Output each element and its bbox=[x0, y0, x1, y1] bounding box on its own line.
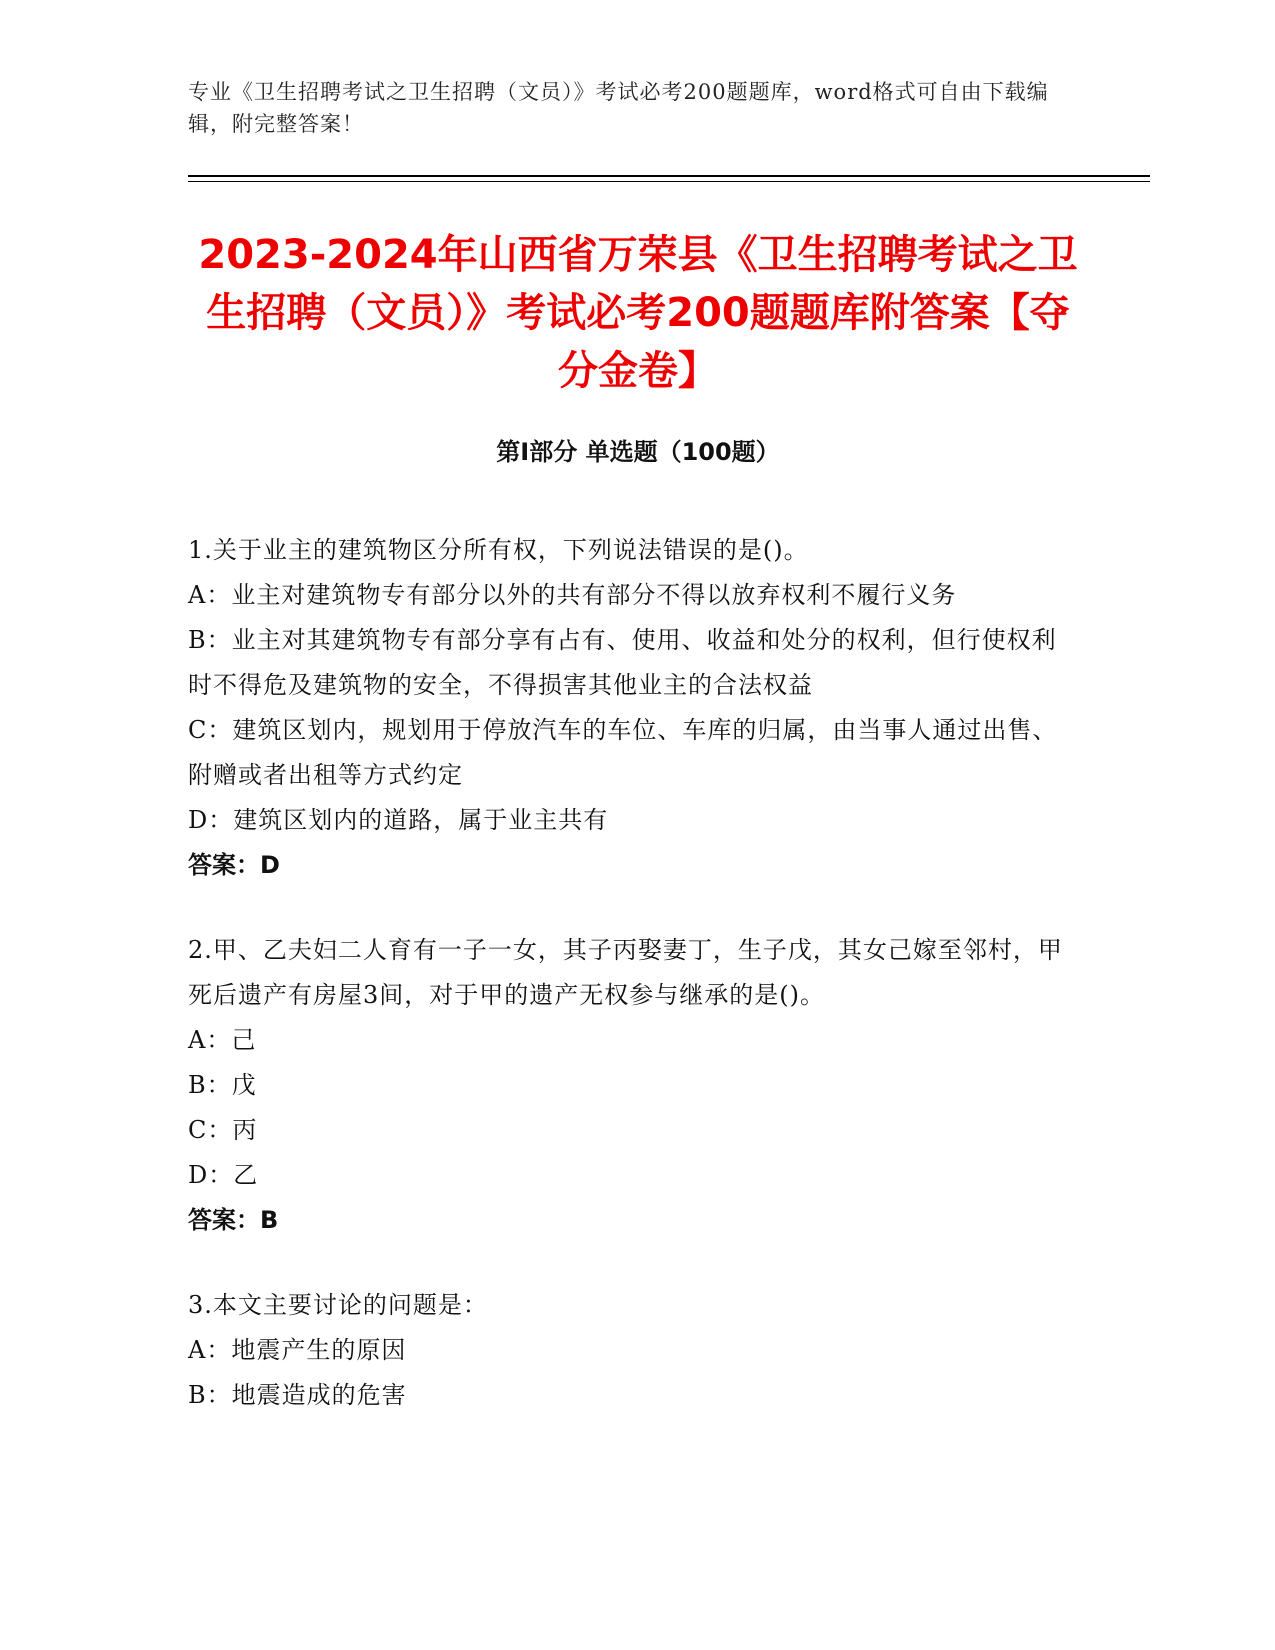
question-text: 1.关于业主的建筑物区分所有权，下列说法错误的是()。 bbox=[188, 536, 809, 564]
document-title: 2023-2024年山西省万荣县《卫生招聘考试之卫生招聘（文员）》考试必考200题题库附答案【夺分金卷】 bbox=[198, 232, 1078, 394]
question-1 bbox=[188, 528, 1068, 888]
option-a: A：业主对建筑物专有部分以外的共有部分不得以放弃权利不履行义务 bbox=[188, 581, 957, 609]
section-heading: 第Ⅰ部分 单选题（100题） bbox=[496, 438, 780, 466]
question-list bbox=[188, 528, 1068, 1458]
question-text: 2.甲、乙夫妇二人育有一子一女，其子丙娶妻丁，生子戊，其女己嫁至邻村，甲死后遗产有房屋3间，对于甲的遗产无权参与继承的是()。 bbox=[188, 936, 1063, 1009]
header-note: 专业《卫生招聘考试之卫生招聘（文员）》考试必考200题题库，word格式可自由下载编辑，附完整答案！ bbox=[188, 80, 1049, 136]
option-c: C：丙 bbox=[188, 1116, 258, 1144]
option-c: C：建筑区划内，规划用于停放汽车的车位、车库的归属，由当事人通过出售、附赠或者出租等方式约定 bbox=[188, 716, 1058, 789]
option-b: B：戊 bbox=[188, 1071, 257, 1099]
question-2 bbox=[188, 928, 1068, 1243]
option-b: B：业主对其建筑物专有部分享有占有、使用、收益和处分的权利，但行使权利时不得危及建筑物的安全，不得损害其他业主的合法权益 bbox=[188, 626, 1057, 699]
header-rule-thick bbox=[188, 175, 1150, 177]
option-d: D：建筑区划内的道路，属于业主共有 bbox=[188, 806, 609, 834]
header-rule-thin bbox=[188, 181, 1150, 182]
answer: 答案：D bbox=[188, 851, 280, 879]
option-d: D：乙 bbox=[188, 1161, 259, 1189]
option-b: B：地震造成的危害 bbox=[188, 1381, 407, 1409]
option-a: A：地震产生的原因 bbox=[188, 1336, 407, 1364]
answer: 答案：B bbox=[188, 1206, 279, 1234]
question-3 bbox=[188, 1283, 1068, 1418]
option-a: A：己 bbox=[188, 1026, 257, 1054]
question-text: 3.本文主要讨论的问题是： bbox=[188, 1291, 488, 1319]
